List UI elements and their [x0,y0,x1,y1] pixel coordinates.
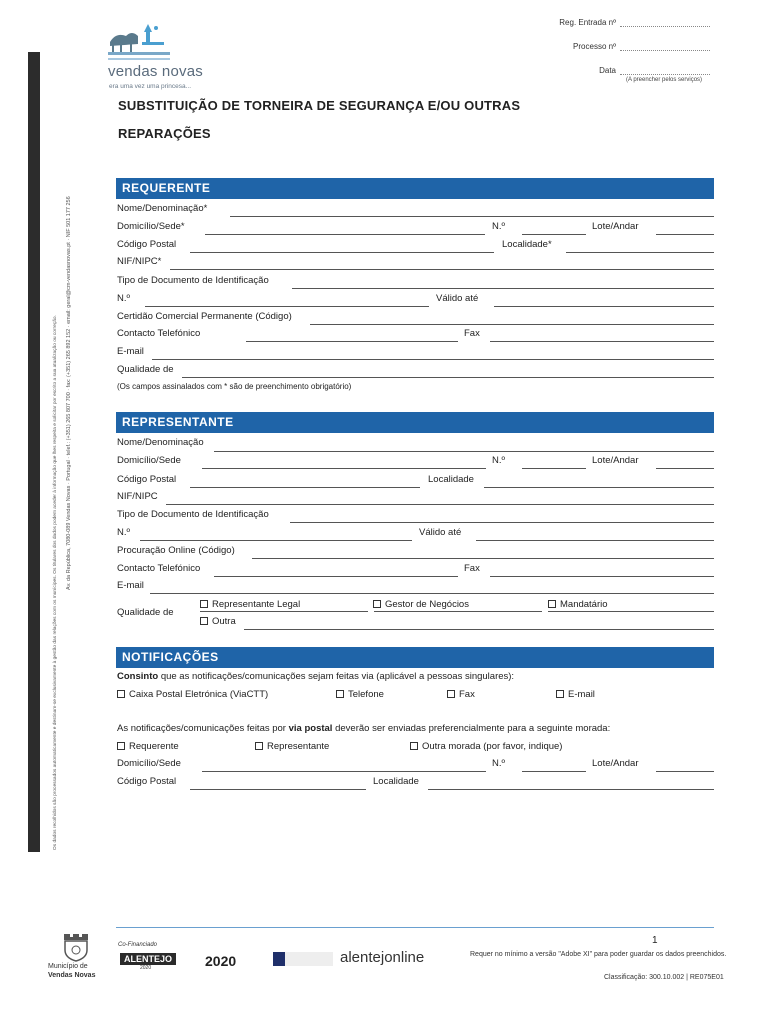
notif-lote-label: Lote/Andar [592,758,639,769]
rep-procuracao-input[interactable] [252,558,714,559]
rep-opt-legal[interactable] [200,599,300,610]
checkbox-icon[interactable] [117,690,125,698]
req-qualidade-label: Qualidade de [117,364,174,375]
notif-lote-input[interactable] [656,771,714,772]
data-label: Data [599,66,616,75]
rep-domicilio-label: Domicílio/Sede [117,455,181,466]
rep-nome-label: Nome/Denominação [117,437,204,448]
rep-domicilio-input[interactable] [202,468,486,469]
req-certidao-label: Certidão Comercial Permanente (Código) [117,311,292,322]
portugal-2020-logo: 2020 [205,953,237,969]
req-tipo-doc-label: Tipo de Documento de Identificação [117,275,269,286]
processo-label: Processo nº [573,42,616,51]
cofinanciado-label: Co-Financiado [118,942,158,948]
notif-opt-outra-morada[interactable]: Outra morada (por favor, indique) [410,741,562,752]
req-lote-label: Lote/Andar [592,221,639,232]
municipio-crest-icon [50,930,102,962]
notif-opt-caixa[interactable]: Caixa Postal Eletrónica (ViaCTT) [117,689,268,700]
req-nome-input[interactable] [230,216,714,217]
notif-domicilio-label: Domicílio/Sede [117,758,181,769]
rep-fax-input[interactable] [490,576,714,577]
rep-qualidade-line-1 [200,611,368,612]
checkbox-icon[interactable] [447,690,455,698]
rep-localidade-label: Localidade [428,474,474,485]
rep-lote-label: Lote/Andar [592,455,639,466]
req-domicilio-label: Domicílio/Sede* [117,221,185,232]
notif-opt-fax[interactable]: Fax [447,689,475,700]
rep-email-input[interactable] [150,593,714,594]
req-contacto-label: Contacto Telefónico [117,328,201,339]
rep-nif-input[interactable] [166,504,714,505]
footer-divider [116,927,714,928]
reg-entrada-label: Reg. Entrada nº [559,18,616,27]
req-localidade-label: Localidade* [502,239,552,250]
consinto-text: Consinto que as notificações/comunicações sejam feitas via (aplicável a pessoas singulares): [117,671,515,682]
rep-codigo-postal-input[interactable] [190,487,420,488]
checkbox-icon[interactable] [200,617,208,625]
req-nome-label: Nome/Denominação* [117,203,208,214]
privacy-vertical-text: Os dados recolhidos são processados automaticamente e destinam-se exclusivamente à gestão das relações com os munícipes. Os titulares dos dados podem aceder à informação que lhes respeita e solicitar por escrito a sua atualização ou correção. [53,315,58,850]
notif-domicilio-input[interactable] [202,771,486,772]
postal-text: As notificações/comunicações feitas por via postal deverão ser enviadas preferencialmente para a seguinte morada: [117,723,611,734]
checkbox-icon[interactable] [373,600,381,608]
adobe-requirement-note: Requer no mínimo a versão "Adobe XI" para poder guardar os dados preenchidos. [470,951,727,958]
requerente-header: REQUERENTE [116,178,714,199]
checkbox-icon[interactable] [410,742,418,750]
checkbox-icon[interactable] [117,742,125,750]
req-email-input[interactable] [152,359,714,360]
rep-num-doc-input[interactable] [140,540,412,541]
req-numero-label: N.º [492,221,505,232]
notif-opt-representante[interactable]: Representante [255,741,329,752]
rep-opt-mandatario[interactable] [548,599,608,610]
notif-opt-email[interactable]: E-mail [556,689,595,700]
rep-opt-gestor[interactable] [373,599,469,610]
notificacoes-header: NOTIFICAÇÕES [116,647,714,668]
address-vertical-text: Av. da República, 7080-089 Vendas Novas · Portugal · telef.: (+351) 265 807 700 · fax: (+351) 265 892 152 · email: geral@cm-vendasnovas.pt · NIF 501 177 256 [66,196,72,590]
req-numero-input[interactable] [522,234,586,235]
rep-numero-label: N.º [492,455,505,466]
classificacao: Classificação: 300.10.002 | RE075E01 [604,974,724,981]
title-line-1: SUBSTITUIÇÃO DE TORNEIRA DE SEGURANÇA E/OU OUTRAS [118,98,521,113]
rep-opt-mandatario-label: Mandatário [560,599,608,610]
req-valido-label: Válido até [436,293,479,304]
notif-localidade-input[interactable] [428,789,714,790]
rep-nome-input[interactable] [214,451,714,452]
rep-valido-label: Válido até [419,527,462,538]
req-codigo-postal-input[interactable] [190,252,494,253]
req-nif-input[interactable] [170,269,714,270]
req-valido-input[interactable] [494,306,714,307]
req-nif-label: NIF/NIPC* [117,256,162,267]
page-number: 1 [652,935,658,946]
logo-emblem-icon [108,22,178,64]
services-note: (A preencher pelos serviços) [626,77,703,83]
document-title [118,92,638,148]
req-fax-label: Fax [464,328,480,339]
rep-procuracao-label: Procuração Online (Código) [117,545,235,556]
req-domicilio-input[interactable] [205,234,485,235]
notif-codigo-postal-label: Código Postal [117,776,177,787]
notif-localidade-label: Localidade [373,776,419,787]
alentejo-2020-logo: ALENTEJO [120,953,176,965]
rep-numero-input[interactable] [522,468,586,469]
rep-outra-input[interactable] [244,629,714,630]
rep-opt-gestor-label: Gestor de Negócios [385,599,469,610]
req-qualidade-input[interactable] [182,377,714,378]
representante-header: REPRESENTANTE [116,412,714,433]
rep-qualidade-line-3 [548,611,714,612]
rep-qualidade-line-2 [374,611,542,612]
req-contacto-input[interactable] [246,341,458,342]
rep-qualidade-label: Qualidade de [117,607,174,618]
notif-codigo-postal-input[interactable] [190,789,366,790]
checkbox-icon[interactable] [556,690,564,698]
brand-name: vendas novas [108,63,203,80]
notif-opt-requerente[interactable]: Requerente [117,741,179,752]
rep-opt-outra-label: Outra [212,616,236,627]
municipio-label: Município de Vendas Novas [48,963,96,979]
rep-num-doc-label: N.º [117,527,130,538]
rep-tipo-doc-label: Tipo de Documento de Identificação [117,509,269,520]
sidebar-bar [28,52,40,852]
req-certidao-input[interactable] [310,324,714,325]
title-line-2: REPARAÇÕES [118,126,211,141]
req-mandatory-note: (Os campos assinalados com * são de preenchimento obrigatório) [117,382,352,391]
rep-lote-input[interactable] [656,468,714,469]
rep-email-label: E-mail [117,580,144,591]
checkbox-icon[interactable] [255,742,263,750]
rep-opt-outra[interactable] [200,616,236,627]
req-fax-input[interactable] [490,341,714,342]
rep-localidade-input[interactable] [484,487,714,488]
checkbox-icon[interactable] [200,600,208,608]
req-localidade-input[interactable] [566,252,714,253]
req-num-doc-input[interactable] [145,306,429,307]
notif-numero-label: N.º [492,758,505,769]
eu-fund-logo [273,952,333,966]
processo-field[interactable] [573,42,710,51]
alentejo-year: 2020 [140,965,152,971]
req-lote-input[interactable] [656,234,714,235]
req-codigo-postal-label: Código Postal [117,239,177,250]
brand-tagline: era uma vez uma princesa... [109,83,192,90]
notif-opt-telefone[interactable]: Telefone [336,689,384,700]
reg-entrada-field[interactable] [559,18,710,27]
req-email-label: E-mail [117,346,144,357]
rep-contacto-label: Contacto Telefónico [117,563,201,574]
rep-fax-label: Fax [464,563,480,574]
vendas-novas-logo [108,22,238,92]
req-tipo-doc-input[interactable] [292,288,714,289]
rep-codigo-postal-label: Código Postal [117,474,177,485]
data-field[interactable] [599,66,710,75]
checkbox-icon[interactable] [548,600,556,608]
checkbox-icon[interactable] [336,690,344,698]
notif-numero-input[interactable] [522,771,586,772]
rep-nif-label: NIF/NIPC [117,491,158,502]
rep-tipo-doc-input[interactable] [290,522,714,523]
rep-valido-input[interactable] [476,540,714,541]
rep-opt-legal-label: Representante Legal [212,599,301,610]
alentejonline-logo: alentejonline [340,949,425,966]
rep-contacto-input[interactable] [214,576,458,577]
req-num-doc-label: N.º [117,293,130,304]
